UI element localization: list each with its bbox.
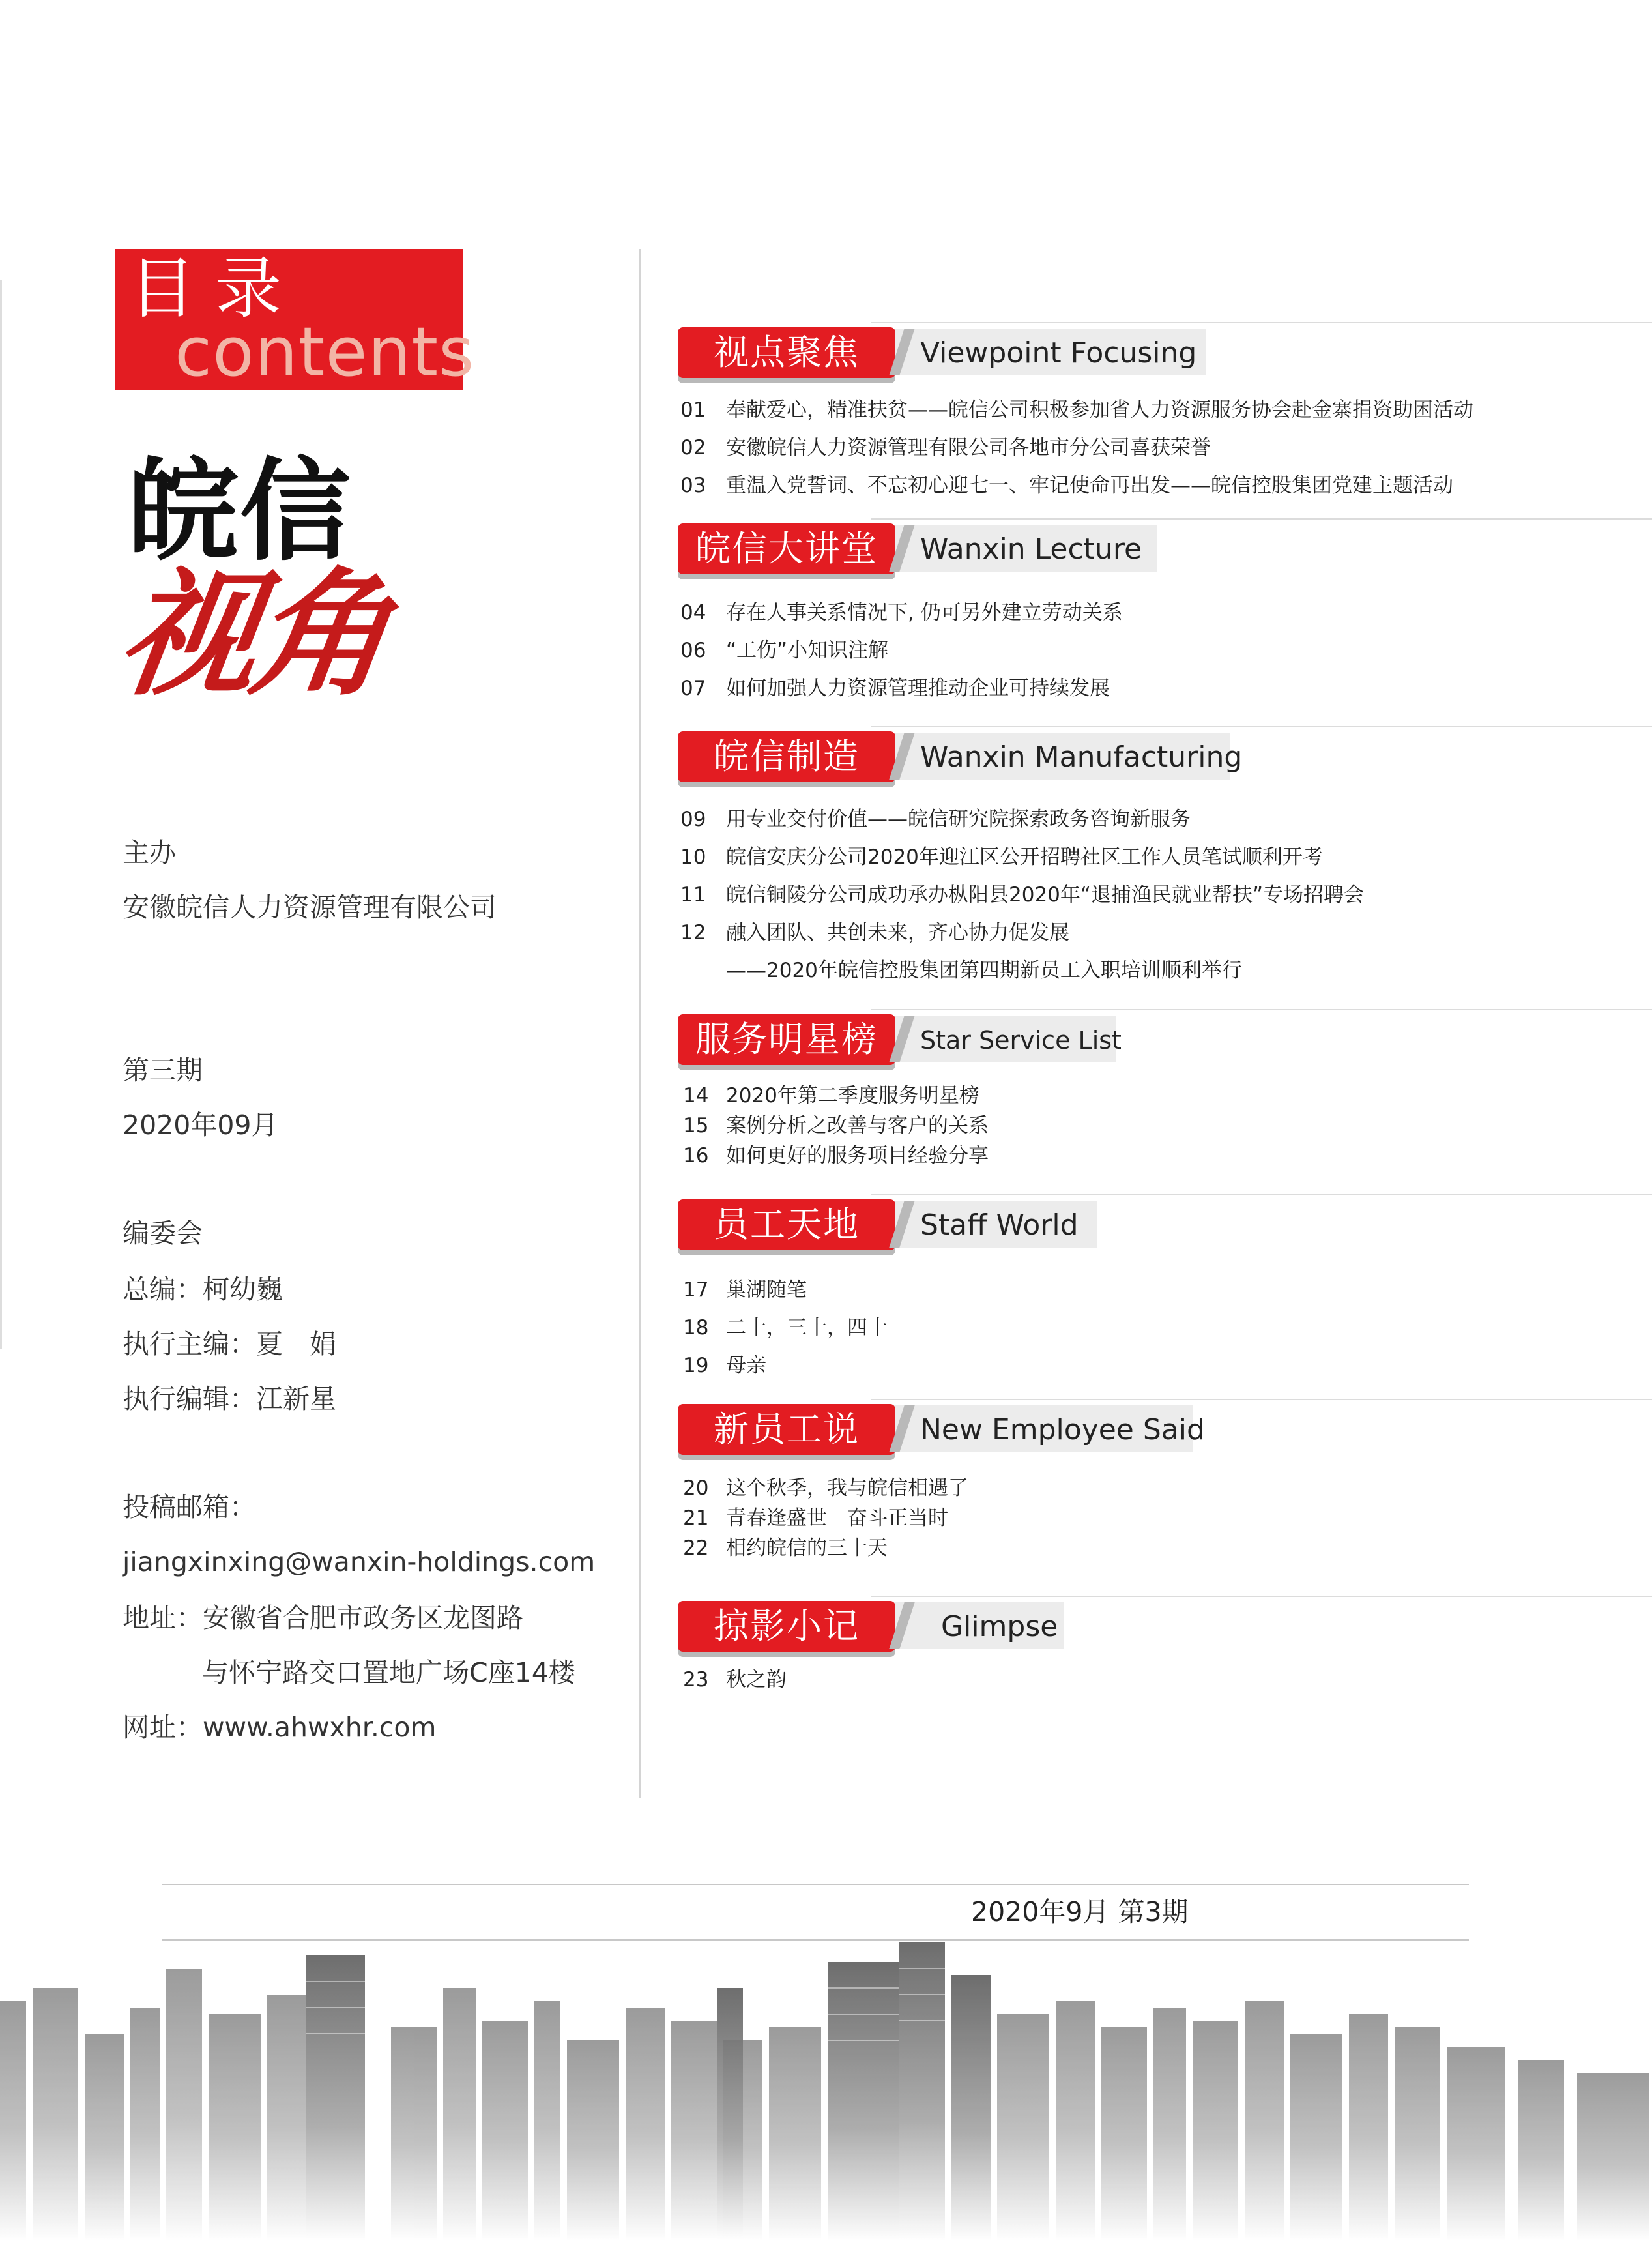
- article-title: 存在人事关系情况下, 仍可另外建立劳动关系: [726, 601, 1123, 624]
- section-title-cn: 新员工说: [714, 1409, 860, 1450]
- section-title-cn: 员工天地: [714, 1204, 860, 1245]
- article-title: 皖信铜陵分公司成功承办枞阳县2020年“退捕渔民就业帮扶”专场招聘会: [726, 883, 1365, 907]
- executive-chief-editor: 执行主编：夏 娟: [123, 1328, 336, 1360]
- website[interactable]: 网址：www.ahwxhr.com: [123, 1712, 437, 1743]
- magazine-logo-line2: 视角: [109, 553, 396, 714]
- section-top-line: [871, 1194, 1652, 1195]
- section-top-line: [871, 1009, 1652, 1010]
- column-divider: [639, 249, 641, 1798]
- article-title: 巢湖随笔: [726, 1278, 807, 1302]
- article-title: 母亲: [726, 1354, 766, 1377]
- email-address[interactable]: jiangxinxing@wanxin-holdings.com: [123, 1546, 596, 1577]
- issue-number: 第三期: [123, 1055, 203, 1086]
- section-title-en: Wanxin Manufacturing: [920, 740, 1243, 774]
- article-title: 如何加强人力资源管理推动企业可持续发展: [726, 677, 1110, 700]
- page-number: 04: [680, 601, 706, 624]
- page-number: 11: [680, 883, 706, 907]
- page-number: 02: [680, 436, 706, 460]
- chief-editor: 总编：柯幼巍: [123, 1274, 283, 1305]
- article-title: 奉献爱心，精准扶贫——皖信公司积极参加省人力资源服务协会赴金寨捐资助困活动: [726, 398, 1473, 422]
- section-tab[interactable]: [678, 1601, 895, 1652]
- left-edge-line: [0, 280, 2, 1349]
- page-number: 23: [683, 1668, 709, 1692]
- section-tab[interactable]: [678, 327, 895, 378]
- page-number: 17: [683, 1278, 709, 1302]
- article-title: 相约皖信的三十天: [726, 1536, 888, 1560]
- executive-editor: 执行编辑：江新星: [123, 1383, 336, 1414]
- page-number: 16: [683, 1144, 709, 1167]
- section-top-line: [871, 726, 1652, 727]
- contents-title-cn: 目录: [129, 250, 301, 328]
- article-title: 皖信安庆分公司2020年迎江区公开招聘社区工作人员笔试顺利开考: [726, 845, 1323, 869]
- contents-title-en: contents: [175, 312, 475, 392]
- section-top-line: [871, 518, 1652, 520]
- page-number: 01: [680, 398, 706, 422]
- section-title-cn: 掠影小记: [714, 1605, 860, 1647]
- page-number: 09: [680, 808, 706, 831]
- section-tab[interactable]: [678, 1404, 895, 1455]
- address-line-2: 与怀宁路交口置地广场C座14楼: [202, 1657, 575, 1688]
- page-number: 07: [680, 677, 706, 700]
- article-title: 二十，三十，四十: [726, 1316, 888, 1340]
- section-title-en: Star Service List: [920, 1026, 1122, 1055]
- article-title: 案例分析之改善与客户的关系: [726, 1114, 989, 1137]
- section-title-cn: 视点聚焦: [714, 332, 860, 373]
- contents-heading-box: [115, 249, 475, 392]
- address-line-1: 地址：安徽省合肥市政务区龙图路: [123, 1602, 523, 1633]
- section-top-line: [871, 1399, 1652, 1400]
- article-title: 青春逢盛世 奋斗正当时: [726, 1506, 948, 1530]
- page-number: 15: [683, 1114, 709, 1137]
- issue-date: 2020年09月: [123, 1109, 278, 1141]
- page-number: 18: [683, 1316, 709, 1340]
- section-title-en: Viewpoint Focusing: [920, 336, 1197, 370]
- magazine-logo-line1: 皖信: [128, 447, 353, 576]
- section-title-cn: 服务明星榜: [695, 1019, 878, 1060]
- committee-label: 编委会: [123, 1218, 203, 1249]
- host-label: 主办: [123, 837, 176, 868]
- city-skyline-image: [0, 1929, 1652, 2241]
- article-title: 这个秋季，我与皖信相遇了: [726, 1476, 968, 1500]
- section-top-line: [871, 1596, 1652, 1597]
- section-title-en: Glimpse: [941, 1610, 1058, 1643]
- article-title: 安徽皖信人力资源管理有限公司各地市分公司喜获荣誉: [726, 436, 1211, 460]
- section-top-line: [871, 322, 1652, 323]
- page-number: 22: [683, 1536, 709, 1560]
- article-title: “工伤”小知识注解: [726, 639, 889, 662]
- section-title-en: Wanxin Lecture: [920, 533, 1142, 566]
- section-title-cn: 皖信制造: [714, 736, 860, 777]
- page-number: 06: [680, 639, 706, 662]
- page-number: 03: [680, 474, 706, 497]
- article-title: 2020年第二季度服务明星榜: [726, 1084, 979, 1107]
- section-tab[interactable]: [678, 1014, 895, 1065]
- page-number: 19: [683, 1354, 709, 1377]
- footer-top-line: [162, 1884, 1469, 1885]
- page-number: 21: [683, 1506, 709, 1530]
- page-number: 10: [680, 845, 706, 869]
- page-number: 12: [680, 921, 706, 945]
- section-tab[interactable]: [678, 1199, 895, 1250]
- section-tab[interactable]: [678, 523, 895, 574]
- article-title: 如何更好的服务项目经验分享: [726, 1144, 989, 1167]
- article-title: 秋之韵: [726, 1668, 787, 1692]
- email-label: 投稿邮箱：: [123, 1491, 256, 1523]
- page-number: 14: [683, 1084, 709, 1107]
- section-title-cn: 皖信大讲堂: [695, 528, 878, 569]
- article-title: 用专业交付价值——皖信研究院探索政务咨询新服务: [726, 808, 1191, 831]
- host-name: 安徽皖信人力资源管理有限公司: [123, 892, 497, 923]
- section-tab[interactable]: [678, 731, 895, 782]
- article-title: 融入团队、共创未来，齐心协力促发展: [726, 921, 1069, 945]
- footer-issue: 2020年9月 第3期: [971, 1896, 1189, 1927]
- article-subtitle: ——2020年皖信控股集团第四期新员工入职培训顺利举行: [726, 959, 1242, 982]
- section-title-en: Staff World: [920, 1208, 1079, 1242]
- page-number: 20: [683, 1476, 709, 1500]
- article-title: 重温入党誓词、不忘初心迎七一、牢记使命再出发——皖信控股集团党建主题活动: [726, 474, 1453, 497]
- section-title-en: New Employee Said: [920, 1413, 1205, 1446]
